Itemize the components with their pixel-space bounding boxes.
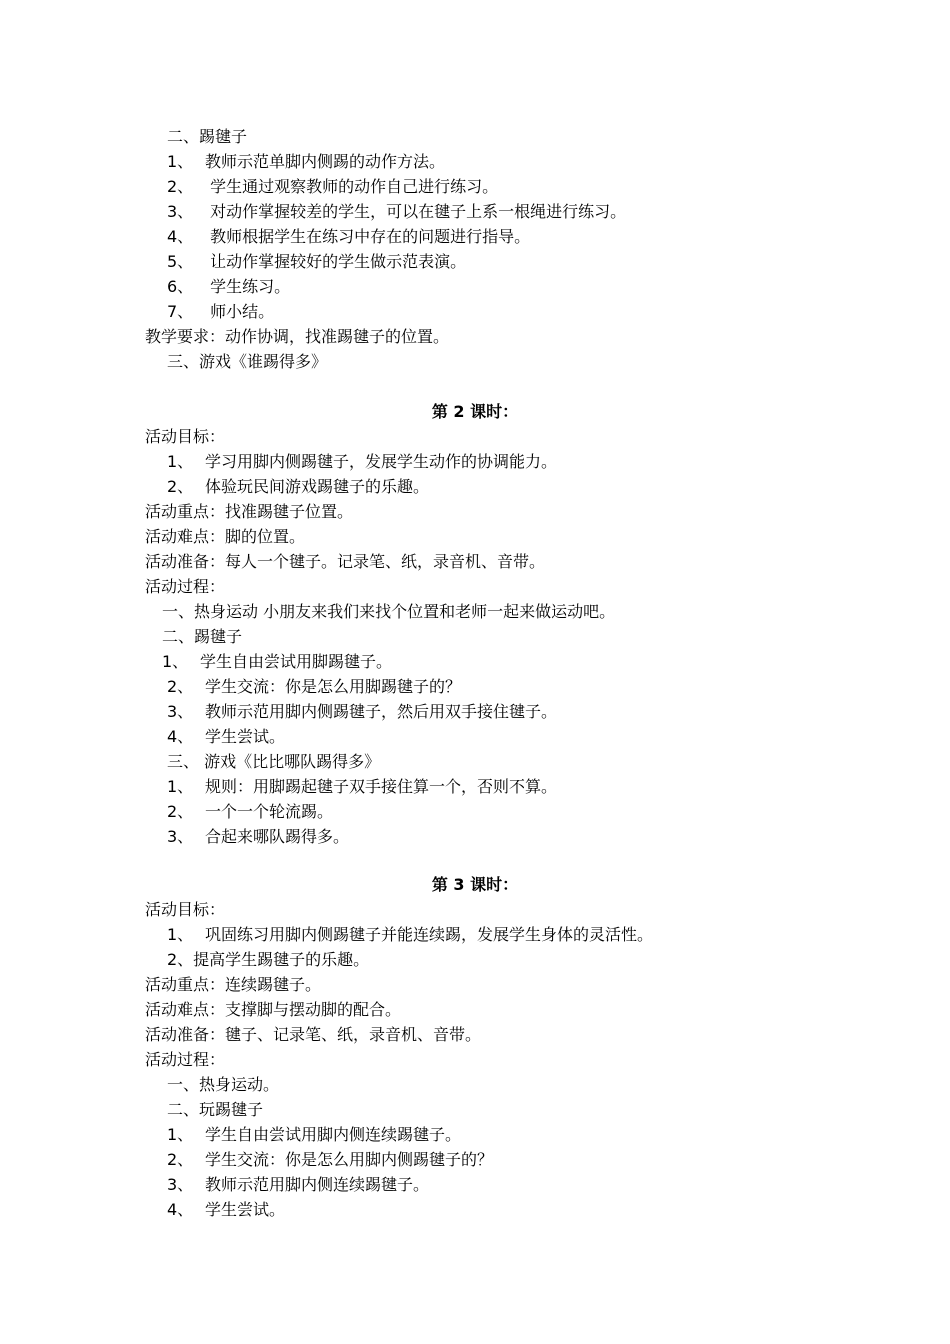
section-title: 三、游戏《谁踢得多》 [167,352,328,371]
list-text: 学生交流：你是怎么用脚内侧踢毽子的？ [205,1150,494,1169]
list-number: 2、 [167,1150,194,1169]
list-text: 学生交流：你是怎么用脚踢毽子的？ [205,677,462,696]
list-number: 3、 [167,827,194,846]
list-text: 教师示范用脚内侧连续踢毽子。 [205,1175,430,1194]
list-number: 5、 [167,252,194,271]
list-number: 7、 [167,302,194,321]
list-text: 合起来哪队踢得多。 [205,827,350,846]
list-text: 教师根据学生在练习中存在的问题进行指导。 [205,227,531,246]
activity-difficulty: 活动难点：支撑脚与摆动脚的配合。 [145,1000,402,1019]
list-item [167,827,349,847]
list-item [162,652,392,672]
list-text: 学习用脚内侧踢毽子，发展学生动作的协调能力。 [205,452,558,471]
list-number: 6、 [167,277,194,296]
list-number: 4、 [167,727,194,746]
list-item [167,177,498,197]
list-number: 1、 [167,452,194,471]
list-item [167,702,557,722]
list-text: 体验玩民间游戏踢毽子的乐趣。 [205,477,430,496]
list-text: 学生通过观察教师的动作自己进行练习。 [205,177,499,196]
list-item [167,1150,493,1170]
list-number: 1、 [167,777,194,796]
list-number: 1、 [167,1125,194,1144]
list-item [167,777,557,797]
list-text: 对动作掌握较差的学生，可以在毽子上系一根绳进行练习。 [205,202,627,221]
goals-label: 活动目标： [145,900,226,919]
section-title: 一、热身运动 小朋友来我们来找个位置和老师一起来做运动吧。 [162,602,616,621]
list-item [167,925,653,945]
section-title: 二、踢毽子 [167,127,248,146]
activity-focus: 活动重点：连续踢毽子。 [145,975,322,994]
list-text: 巩固练习用脚内侧踢毽子并能连续踢，发展学生身体的灵活性。 [205,925,654,944]
section-title: 二、玩踢毽子 [167,1100,264,1119]
list-item [167,277,290,297]
activity-preparation: 活动准备：毽子、记录笔、纸，录音机、音带。 [145,1025,482,1044]
list-number: 2、 [167,477,194,496]
list-number: 4、 [167,1200,194,1219]
section-title: 一、热身运动。 [167,1075,280,1094]
list-text: 学生自由尝试用脚踢毽子。 [200,652,393,671]
list-text: 学生尝试。 [205,727,286,746]
activity-focus: 活动重点：找准踢毽子位置。 [145,502,354,521]
list-text: 一个一个轮流踢。 [205,802,334,821]
list-number: 1、 [167,925,194,944]
list-item [167,1175,429,1195]
list-text: 教师示范单脚内侧踢的动作方法。 [205,152,446,171]
list-item [167,802,333,822]
list-item [167,677,461,697]
list-item [167,302,274,322]
process-label: 活动过程： [145,577,226,596]
list-text: 学生练习。 [205,277,291,296]
list-text: 规则：用脚踢起毽子双手接住算一个，否则不算。 [205,777,558,796]
list-text: 师小结。 [205,302,275,321]
list-number: 3、 [167,1175,194,1194]
list-item [167,1200,285,1220]
list-item [167,452,557,472]
list-number: 4、 [167,227,194,246]
list-number: 3、 [167,702,194,721]
list-number: 1、 [162,652,189,671]
list-text: 让动作掌握较好的学生做示范表演。 [205,252,467,271]
list-item [167,1125,461,1145]
list-number: 3、 [167,202,194,221]
list-item: 2、提高学生踢毽子的乐趣。 [167,950,370,969]
list-item [167,202,626,222]
section-title: 二、踢毽子 [162,627,243,646]
section-title: 三、 游戏《比比哪队踢得多》 [167,752,381,771]
list-item [167,477,429,497]
activity-preparation: 活动准备：每人一个毽子。记录笔、纸，录音机、音带。 [145,552,546,571]
list-item [167,727,285,747]
activity-difficulty: 活动难点：脚的位置。 [145,527,306,546]
list-number: 1、 [167,152,194,171]
list-item [167,227,530,247]
list-number: 2、 [167,802,194,821]
teaching-requirement: 教学要求：动作协调，找准踢毽子的位置。 [145,327,450,346]
list-text: 教师示范用脚内侧踢毽子，然后用双手接住毽子。 [205,702,558,721]
list-number: 2、 [167,177,194,196]
list-item [167,252,466,272]
process-label: 活动过程： [145,1050,226,1069]
list-text: 学生自由尝试用脚内侧连续踢毽子。 [205,1125,462,1144]
list-text: 学生尝试。 [205,1200,286,1219]
lesson-heading: 第 2 课时： [431,402,519,421]
list-item [167,152,445,172]
goals-label: 活动目标： [145,427,226,446]
list-number: 2、 [167,677,194,696]
lesson-heading: 第 3 课时： [431,875,519,894]
